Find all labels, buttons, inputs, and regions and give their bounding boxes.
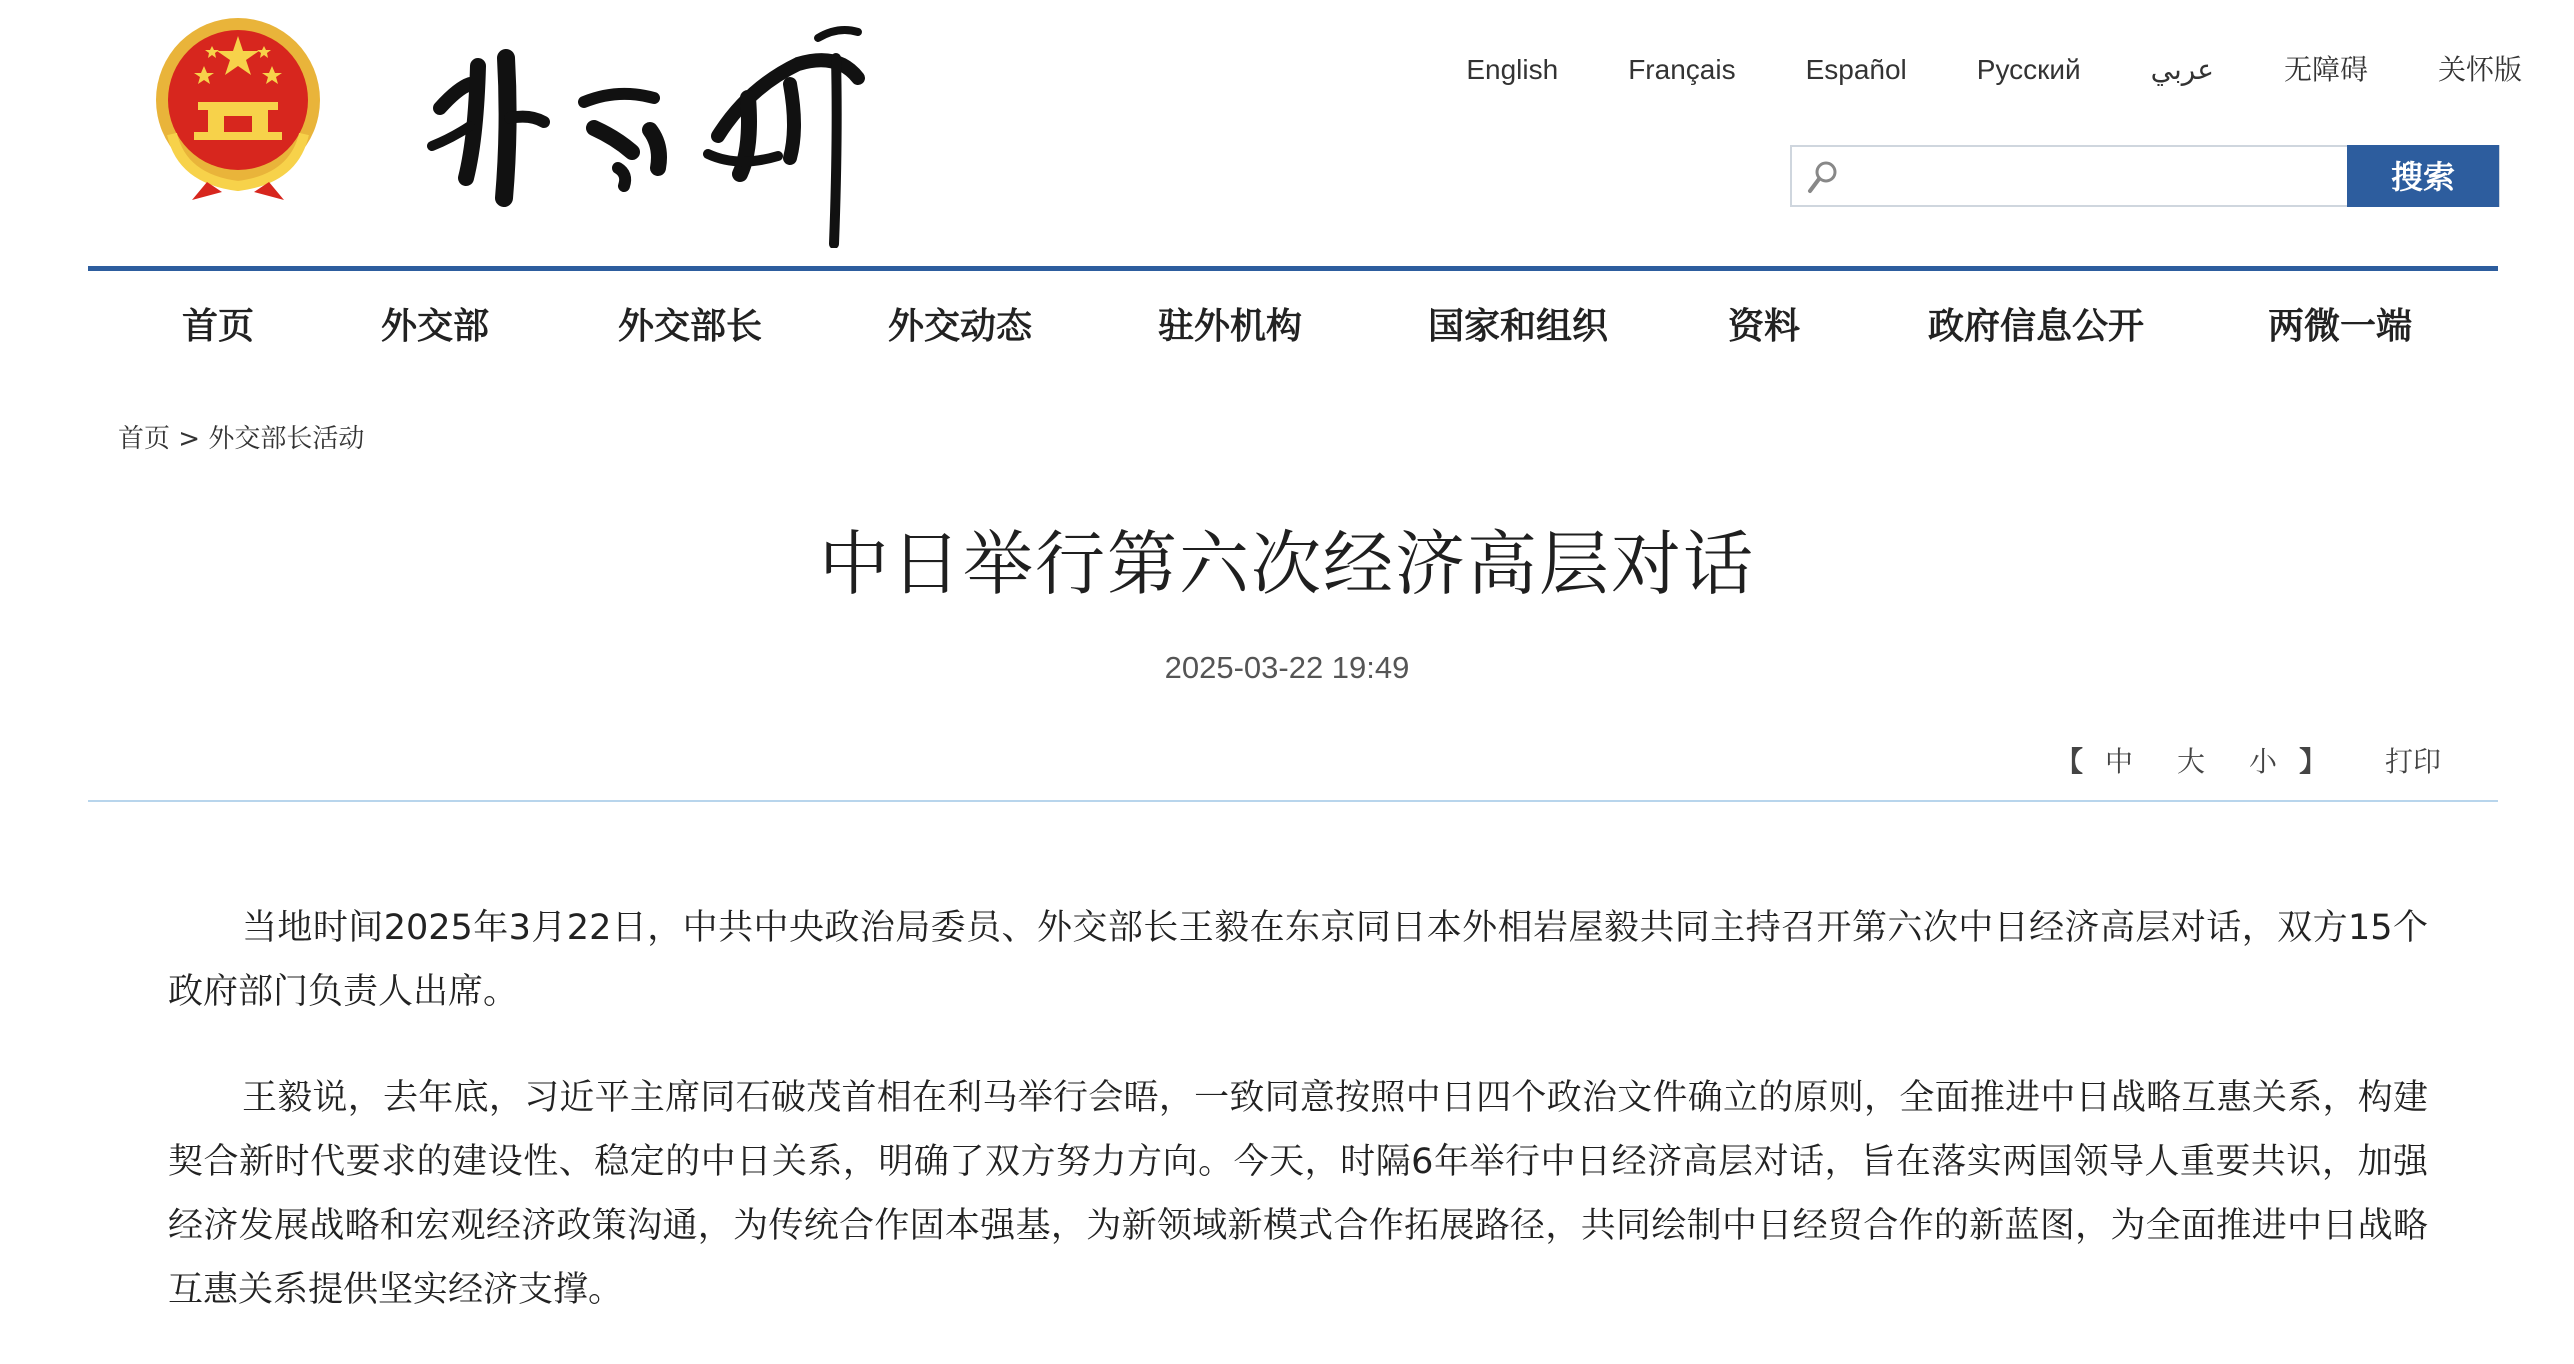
main-nav bbox=[88, 272, 2498, 368]
breadcrumb-separator: > bbox=[178, 424, 201, 454]
article-datetime: 2025-03-22 19:49 bbox=[1164, 650, 1410, 685]
national-emblem-icon bbox=[152, 14, 324, 204]
print-link[interactable]: 打印 bbox=[2385, 745, 2442, 778]
nav-item-missions-abroad[interactable]: 驻外机构 bbox=[1158, 306, 1303, 347]
breadcrumb-home[interactable]: 首页 bbox=[118, 424, 171, 454]
nav-item-diplomatic-news[interactable]: 外交动态 bbox=[888, 306, 1033, 347]
lang-english[interactable]: English bbox=[1466, 54, 1559, 85]
article-paragraph: 当地时间2025年3月22日，中共中央政治局委员、外交部长王毅在东京同日本外相岩屋毅共同主持召开第六次中日经济高层对话，双方15个政府部门负责人出席。 bbox=[168, 908, 2428, 1012]
nav-item-home[interactable]: 首页 bbox=[182, 306, 255, 347]
article-body bbox=[168, 896, 2428, 1364]
bracket-open: 【 bbox=[2055, 745, 2084, 778]
font-size-medium[interactable]: 中 bbox=[2105, 745, 2134, 778]
article-title: 中日举行第六次经济高层对话 bbox=[819, 523, 1755, 605]
search-input[interactable] bbox=[1852, 147, 2336, 207]
lang-french[interactable]: Français bbox=[1628, 54, 1736, 85]
breadcrumb-section[interactable]: 外交部长活动 bbox=[208, 424, 365, 454]
font-size-controls bbox=[2055, 740, 2327, 780]
header-divider bbox=[88, 800, 2498, 802]
font-size-small[interactable]: 小 bbox=[2249, 745, 2278, 778]
nav-item-government-info[interactable]: 政府信息公开 bbox=[1928, 306, 2145, 347]
bracket-close: 】 bbox=[2299, 745, 2328, 778]
search-icon bbox=[1806, 159, 1840, 195]
nav-item-social-media[interactable]: 两微一端 bbox=[2268, 306, 2413, 347]
nav-item-minister[interactable]: 外交部长 bbox=[618, 306, 763, 347]
font-size-large[interactable]: 大 bbox=[2177, 745, 2206, 778]
breadcrumb bbox=[118, 418, 364, 455]
lang-russian[interactable]: Русский bbox=[1976, 54, 2081, 85]
nav-item-ministry[interactable]: 外交部 bbox=[381, 306, 490, 347]
nav-item-resources[interactable]: 资料 bbox=[1728, 306, 1801, 347]
lang-spanish[interactable]: Español bbox=[1805, 54, 1907, 85]
nav-item-countries-organizations[interactable]: 国家和组织 bbox=[1428, 306, 1609, 347]
article-paragraph: 王毅说，去年底，习近平主席同石破茂首相在利马举行会晤，一致同意按照中日四个政治文件确立的原则，全面推进中日战略互惠关系，构建契合新时代要求的建设性、稳定的中日关系，明确了双方努力方向。今天，时隔6年举行中日经济高层对话，旨在落实两国领导人重要共识，加强经济发展战略和宏观经济政策沟通，为传统合作固本强基，为新领域新模式合作拓展路径，共同绘制中日经贸合作的新蓝图，为全面推进中日战略互惠关系提供坚实经济支撑。 bbox=[168, 1078, 2428, 1310]
language-bar bbox=[1396, 50, 2522, 90]
lang-arabic[interactable]: عربي bbox=[2150, 54, 2214, 85]
search-button[interactable]: 搜索 bbox=[2347, 145, 2499, 207]
accessibility-link[interactable]: 无障碍 bbox=[2283, 53, 2368, 86]
ministry-calligraphy-logo bbox=[418, 18, 878, 248]
care-version-link[interactable]: 关怀版 bbox=[2437, 53, 2522, 86]
nav-top-border bbox=[88, 266, 2498, 271]
